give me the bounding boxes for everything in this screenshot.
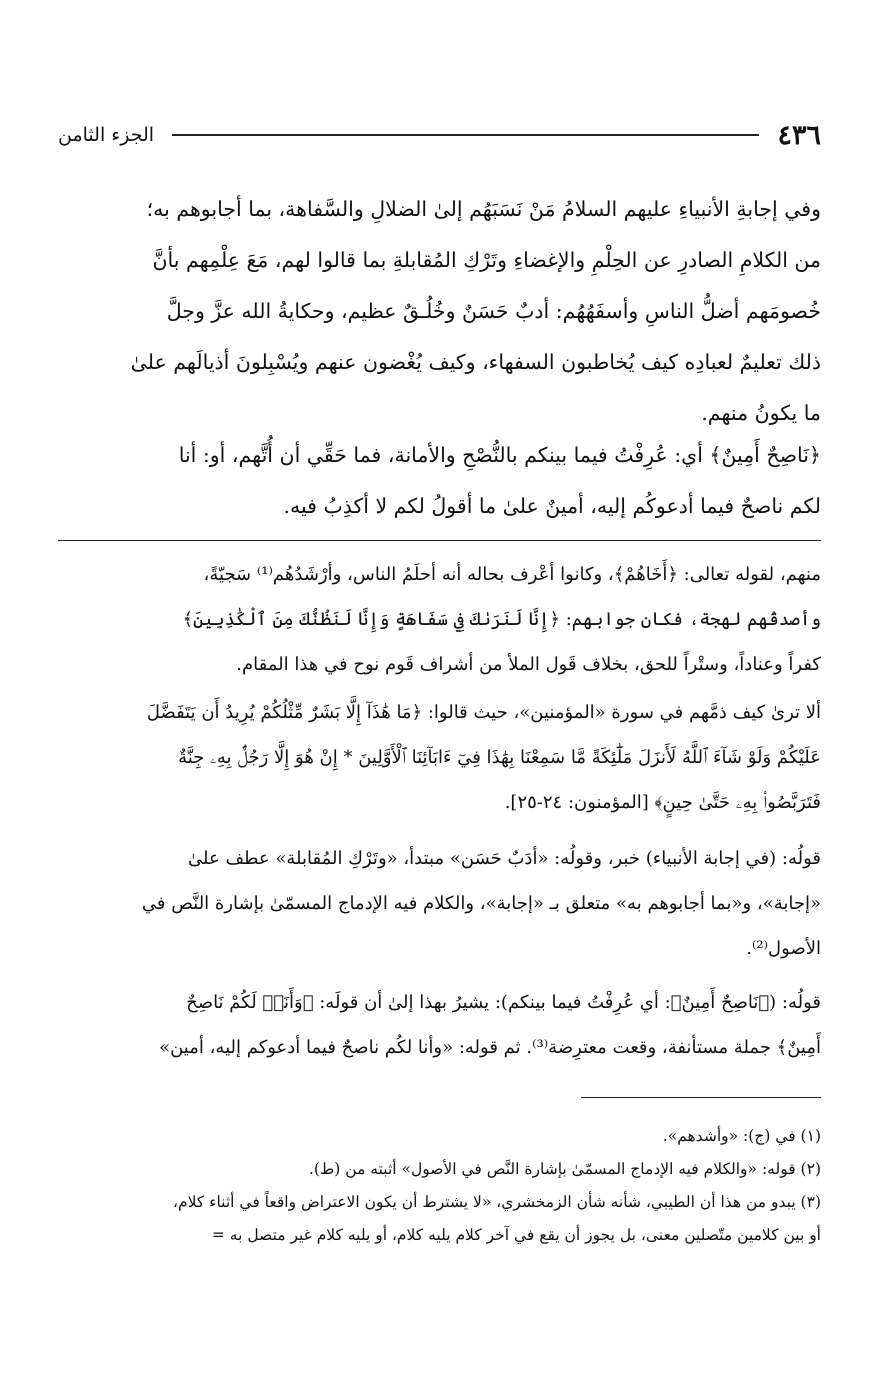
text-line: لكم ناصحٌ فيما أدعوكُم إليه، أمينٌ علىٰ ما أقولُ لكم لا أكذِبُ فيه. (283, 494, 821, 518)
text-line: الأصول⁽²⁾. (746, 938, 821, 959)
text-line: عَلَيْكُمْ وَلَوْ شَآءَ ٱللَّهُ لَأَنزَلَ مَلَٰٓئِكَةً مَّا سَمِعْنَا بِهَٰذَا فِيٓ ءَابَآئِنَا ٱلْأَوَّلِينَ * إِنْ هُوَ إِلَّا رَجُلٌۢ بِهِۦ جِنَّةٌ (178, 747, 821, 768)
footnote-rule (581, 1097, 821, 1098)
commentary-paragraph-4 (58, 980, 821, 1070)
footnote: (٢) قوله: «والكلام فيه الإدماج المسمّىٰ بإشارة النَّص في الأصول» أثبته من (ط). (309, 1160, 821, 1178)
text-line: منهم، لقوله تعالى: ﴿أَخَاهُمْ﴾، وكانوا أعْرف بحاله أنه أحلَمُ الناس، وأرْشَدُهُم⁽¹⁾ سَجيّةً، (203, 564, 821, 585)
text-line: خُصومَهم أضلُّ الناسِ وأسفَهُهُم: أدبٌ حَسَنٌ وخُلُـقٌ عظيم، وحكايةُ الله عزَّ وجلَّ (166, 299, 821, 323)
text-line: ألا ترىٰ كيف ذمَّهم في سورة «المؤمنين»، حيث قالوا: ﴿مَا هَٰذَآ إِلَّا بَشَرٌ مِّثْلُكُمْ يُرِيدُ أَن يَتَفَضَّلَ (146, 702, 821, 723)
footnote: أو بين كلامين متّصلين معنى، بل يجوز أن يقع في آخر كلام يليه كلام، أو يليه كلام غير متصل به = (211, 1226, 821, 1244)
text-line: قولُه: (﴿نَاصِحٌ أَمِينٌ﴾: أي عُرِفْتُ فيما بينكم): يشيرُ بهذا إلىٰ أن قولَه: ﴿وَأَنَا۠ لَكُمْ نَاصِحٌ (186, 992, 821, 1013)
header-rule (172, 134, 759, 136)
text-line: «إجابة»، و«بما أجابوهم به» متعلق بـ «إجابة»، والكلام فيه الإدماج المسمّىٰ بإشارة النَّص في (141, 893, 821, 914)
page-number: ٤٣٦ (777, 119, 821, 151)
text-line: من الكلامِ الصادرِ عن الحِلْمِ والإغضاءِ وتَرْكِ المُقابلةِ بما قالوا لهم، مَعَ عِلْمِهم بأنَّ (152, 248, 821, 272)
text-line: أَمِينٌ﴾ جملة مستأنفة، وقعت معترِضة⁽³⁾. ثم قوله: «وأنا لكُم ناصحٌ فيما أدعوكم إليه، أمين» (159, 1037, 821, 1058)
footnote: (٣) يبدو من هذا أن الطيبي، شأنه شأن الزمخشري، «لا يشترط أن يكون الاعتراض واقعاً في أثناء كلام، (173, 1193, 821, 1211)
main-text-paragraph-1 (58, 184, 821, 439)
running-title: الجزء الثامن (58, 124, 155, 146)
page-header (58, 115, 821, 155)
commentary-paragraph-1 (58, 552, 821, 687)
footnotes (58, 1120, 821, 1252)
text-line: كفراً وعناداً، وستْراً للحق، بخلاف قَول الملأ من أشراف قَوم نوح في هذا المقام. (236, 654, 821, 675)
section-divider (58, 540, 821, 541)
commentary-paragraph-3 (58, 836, 821, 971)
text-line: فَتَرَبَّصُوا۟ بِهِۦ حَتَّىٰ حِينٍ﴾ [المؤمنون: ٢٤-٢٥]. (504, 792, 821, 813)
footnote: (١) في (ج): «وأشدهم». (662, 1127, 821, 1145)
text-line: ﴿نَاصِحٌ أَمِينٌ﴾ أي: عُرِفْتُ فيما بينكم بالنُّصْحِ والأمانة، فما حَقِّي أن أُتَّهم، أو: أنا (178, 443, 821, 467)
commentary-paragraph-2 (58, 690, 821, 825)
text-line: ذلك تعليمٌ لعبادِه كيف يُخاطبون السفهاء، وكيف يُغْضون عنهم ويُسْبِلونَ أذيالَهم علىٰ (130, 350, 821, 374)
text-line: ما يكونُ منهم. (701, 401, 821, 425)
text-line: وأصدقُهم لهجة، فكان جوابهم: ﴿إِنَّا لَنَرَىٰكَ فِي سَفَاهَةٍ وَإِنَّا لَنَظُنُّكَ مِنَ ٱلْكَٰذِبِينَ﴾ (182, 609, 821, 630)
text-line: وفي إجابةِ الأنبياءِ عليهم السلامُ مَنْ نَسَبَهُم إلىٰ الضلالِ والسَّفاهة، بما أجابوهم به؛ (146, 197, 821, 221)
text-line: قولُه: (في إجابة الأنبياء) خبر، وقولُه: «أدَبٌ حَسَن» مبتدأ، «وتَرْكِ المُقابلة» عطف علىٰ (188, 848, 821, 869)
main-text-paragraph-2 (58, 430, 821, 532)
